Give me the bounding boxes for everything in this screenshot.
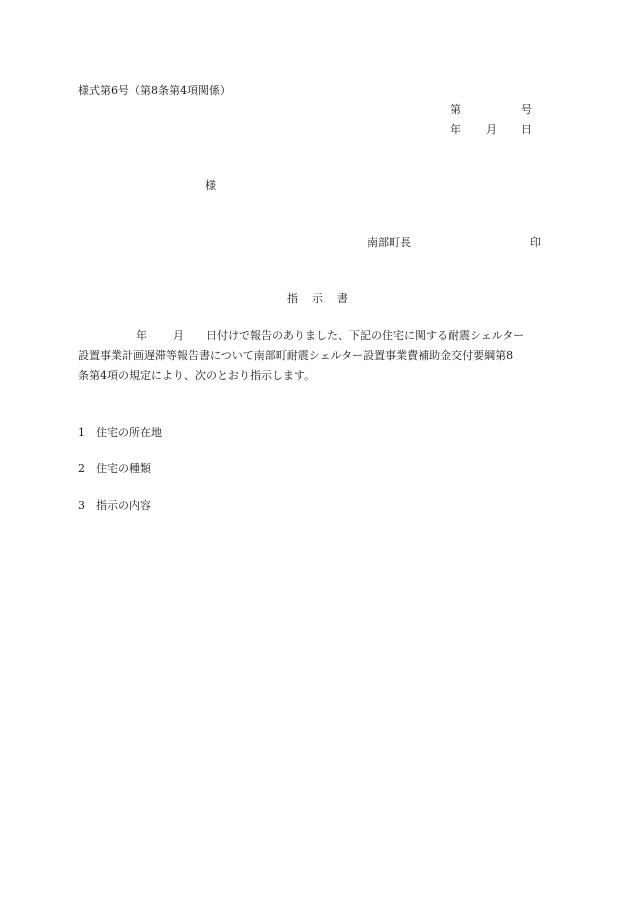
body-paragraph <box>78 326 553 386</box>
seal-mark: 印 <box>530 236 541 249</box>
list-item <box>78 462 151 476</box>
item-number: 1 <box>78 426 85 439</box>
document-number-suffix: 号 <box>521 103 532 116</box>
document-title <box>287 292 348 306</box>
date-month-label: 月 <box>486 123 497 136</box>
date-day-label: 日 <box>521 123 532 136</box>
item-number: 3 <box>78 499 85 512</box>
body-line-2: 設置事業計画遅滞等報告書について南部町耐震シェルター設置事業費補助金交付要綱第8 <box>78 349 514 362</box>
date-year-label: 年 <box>450 123 461 136</box>
reference-year-label: 年 <box>136 329 147 342</box>
item-label: 住宅の種類 <box>96 462 151 475</box>
reference-date <box>78 326 206 346</box>
reference-month-label: 月 <box>173 329 184 342</box>
list-item <box>78 426 162 440</box>
body-line-1 <box>78 326 553 346</box>
document-number-label: 第 <box>450 103 461 116</box>
list-item <box>78 499 151 513</box>
body-line-1-text: 日付けで報告のありました、下記の住宅に関する耐震シェルター <box>206 329 525 342</box>
title-char: 示 <box>312 292 323 305</box>
addressee-honorific: 様 <box>205 179 216 192</box>
title-char: 指 <box>287 292 298 305</box>
title-char: 書 <box>337 292 348 305</box>
issuer-name: 南部町長 <box>367 236 411 249</box>
item-label: 指示の内容 <box>96 499 151 512</box>
item-number: 2 <box>78 462 85 475</box>
form-number: 様式第6号（第8条第4項関係） <box>78 84 231 97</box>
body-line-3: 条第4項の規定により、次のとおり指示します。 <box>78 369 316 382</box>
item-label: 住宅の所在地 <box>96 426 162 439</box>
